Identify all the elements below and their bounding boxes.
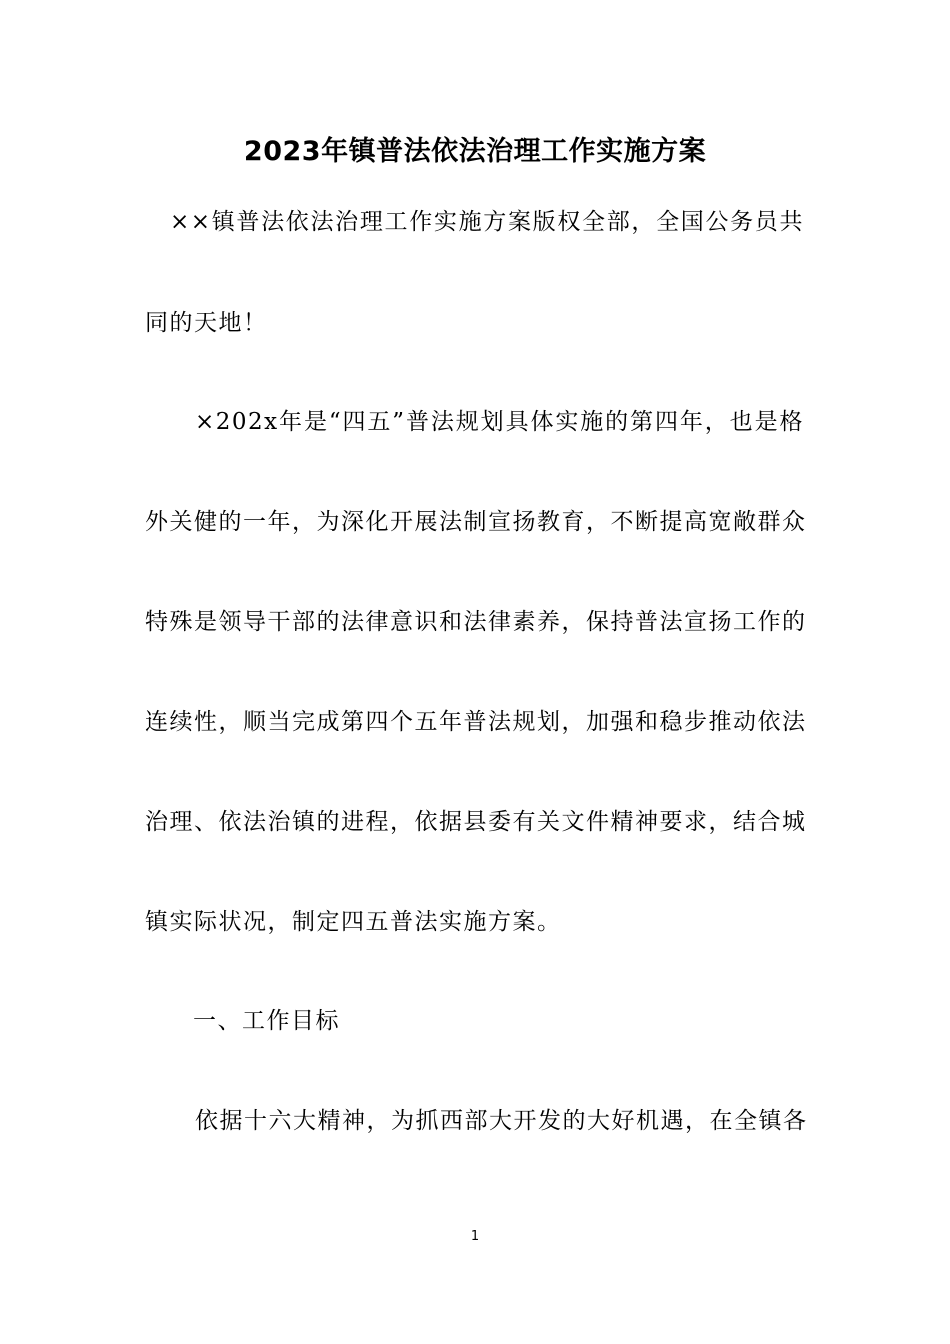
paragraph-line: ××镇普法依法治理工作实施方案版权全部，全国公务员共 (170, 209, 804, 235)
page-number: 1 (470, 1229, 480, 1244)
paragraph-line: 特殊是领导干部的法律意识和法律素养，保持普法宣扬工作的 (145, 609, 807, 635)
paragraph-line: 治理、依法治镇的进程，依据县委有关文件精神要求，结合城 (145, 809, 807, 835)
paragraph-line: 依据十六大精神，为抓西部大开发的大好机遇，在全镇各 (195, 1108, 808, 1134)
paragraph-line: 连续性，顺当完成第四个五年普法规划，加强和稳步推动依法 (145, 709, 807, 735)
paragraph-line: 同的天地！ (145, 310, 268, 336)
document-title: 2023年镇普法依法治理工作实施方案 (243, 136, 707, 167)
paragraph-line: 外关健的一年，为深化开展法制宣扬教育，不断提高宽敞群众 (145, 509, 807, 535)
paragraph-line: 镇实际状况，制定四五普法实施方案。 (145, 909, 562, 935)
paragraph-line: ×202x年是“四五”普法规划具体实施的第四年，也是格 (195, 409, 804, 435)
section-heading: 一、工作目标 (193, 1008, 340, 1034)
